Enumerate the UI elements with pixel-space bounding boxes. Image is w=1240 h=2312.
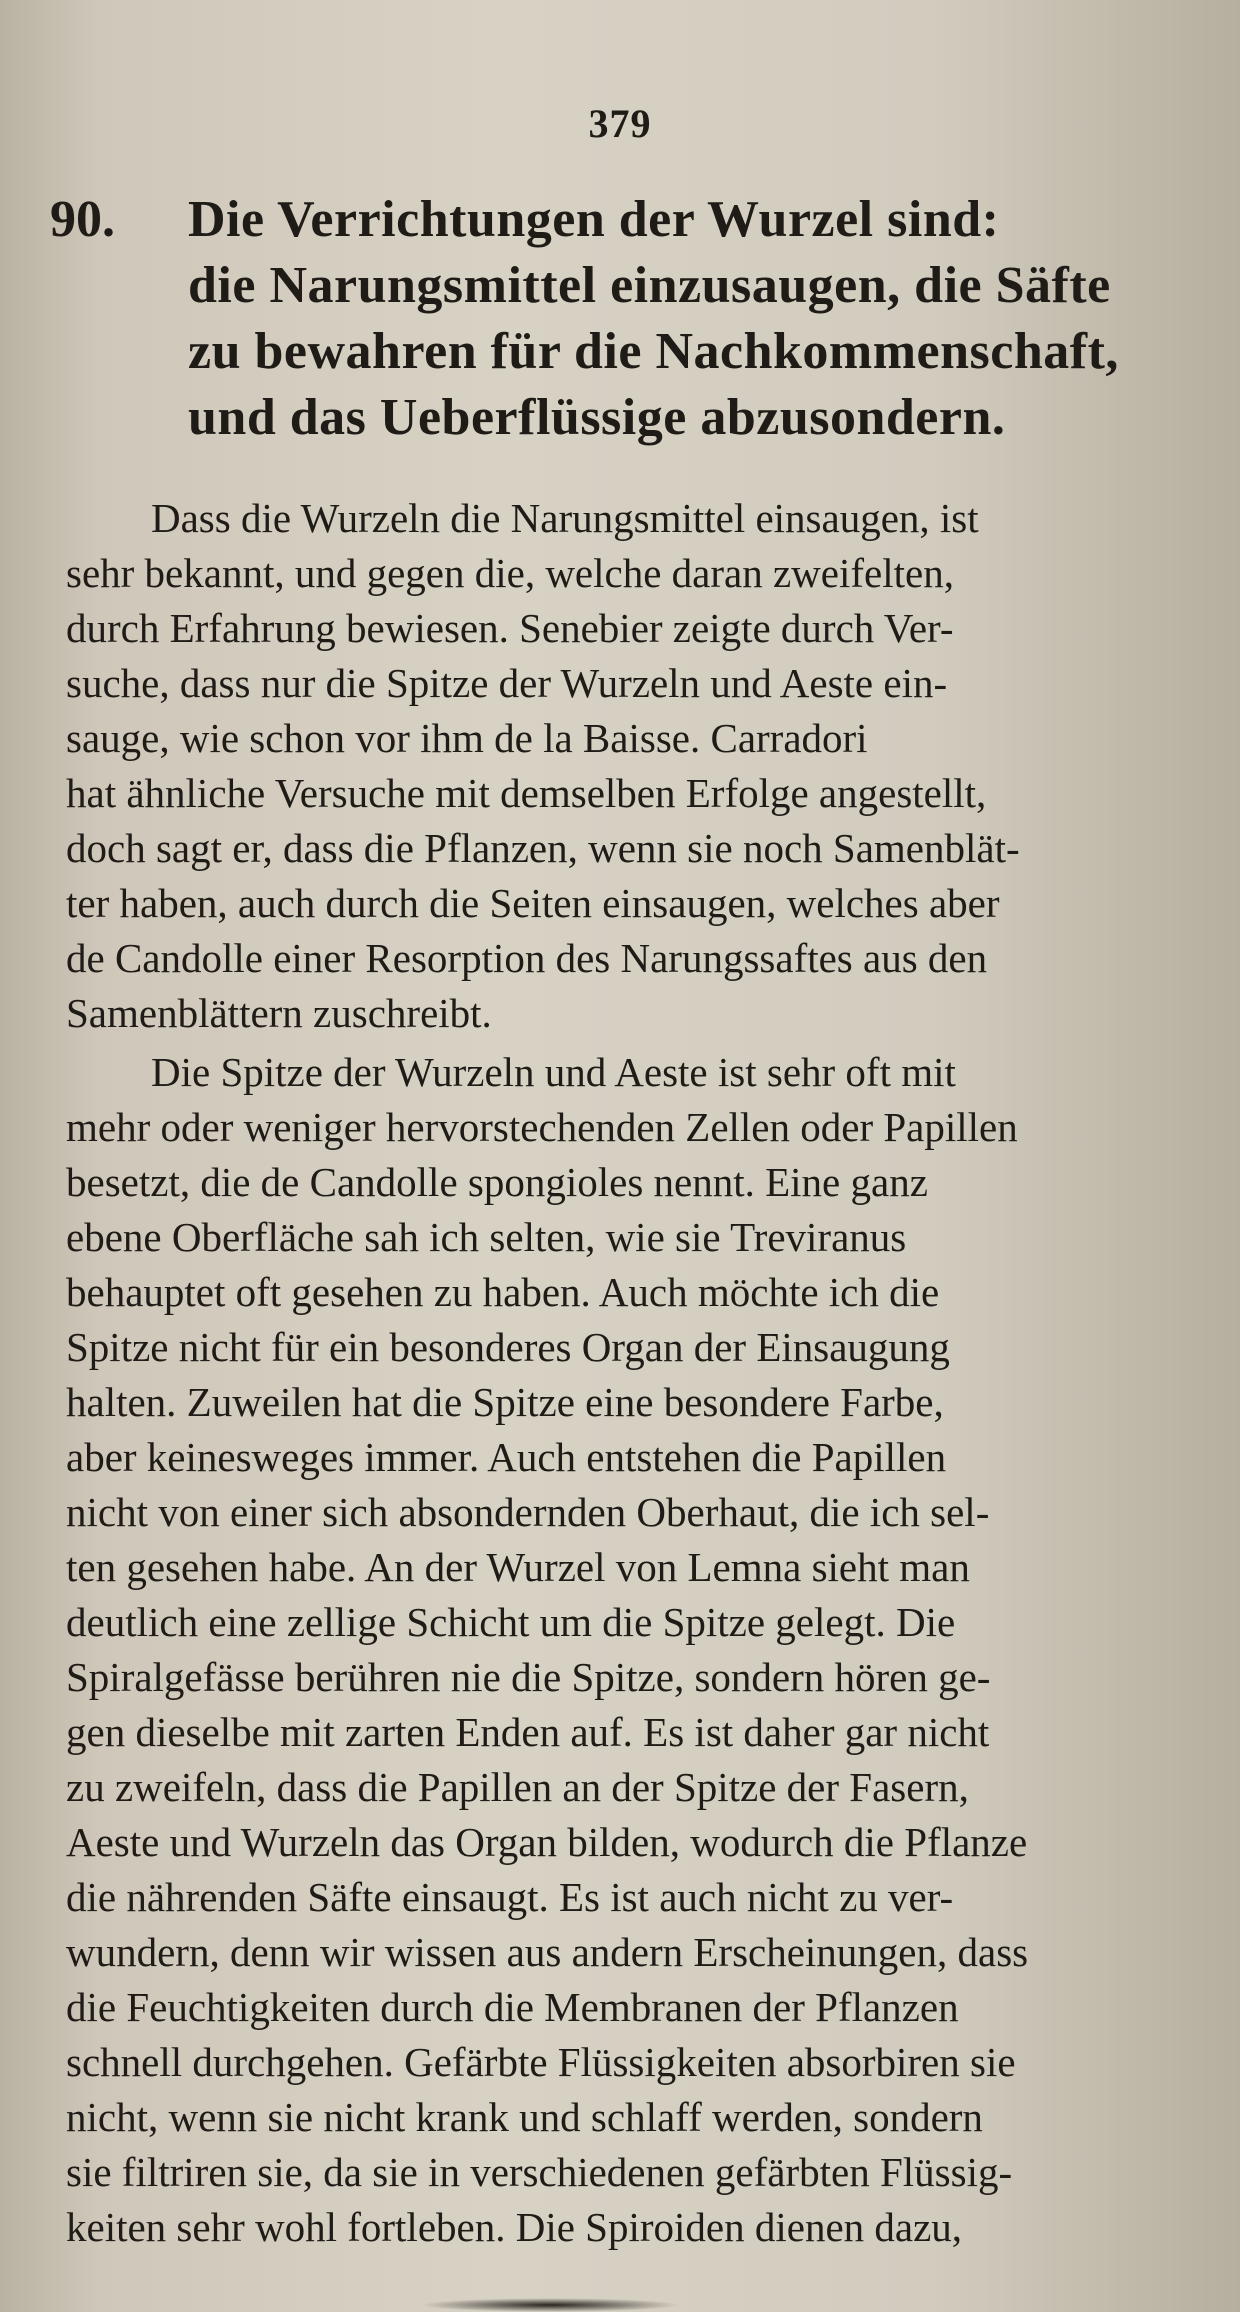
text-line: aber keinesweges immer. Auch entstehen die Papillen <box>66 1434 947 1480</box>
text-line: ten gesehen habe. An der Wurzel von Lemna sieht man <box>66 1544 970 1590</box>
page-edge-shadow <box>420 2298 680 2312</box>
text-line: suche, dass nur die Spitze der Wurzeln und Aeste ein- <box>66 660 948 706</box>
text-line: doch sagt er, dass die Pflanzen, wenn sie noch Samenblät- <box>66 825 1020 871</box>
text-line: Dass die Wurzeln die Narungsmittel einsaugen, ist <box>151 495 979 541</box>
text-line: die Feuchtigkeiten durch die Membranen der Pflanzen <box>66 1984 959 2030</box>
text-line: de Candolle einer Resorption des Narungssaftes aus den <box>66 935 988 981</box>
text-line: ter haben, auch durch die Seiten einsaugen, welches aber <box>66 880 1000 926</box>
text-line: wundern, denn wir wissen aus andern Erscheinungen, dass <box>66 1929 1029 1975</box>
text-line: behauptet oft gesehen zu haben. Auch möchte ich die <box>66 1269 940 1315</box>
text-line: nicht, wenn sie nicht krank und schlaff werden, sondern <box>66 2094 983 2140</box>
heading-line: Die Verrichtungen der Wurzel sind: <box>188 191 1000 248</box>
text-line: Samenblättern zuschreibt. <box>66 990 492 1036</box>
text-line: sehr bekannt, und gegen die, welche daran zweifelten, <box>66 550 954 596</box>
page-number: 379 <box>588 101 652 146</box>
heading-line: die Narungsmittel einzusaugen, die Säfte <box>188 257 1111 314</box>
text-line: deutlich eine zellige Schicht um die Spitze gelegt. Die <box>66 1599 956 1645</box>
text-line: gen dieselbe mit zarten Enden auf. Es ist daher gar nicht <box>66 1709 990 1755</box>
text-line: keiten sehr wohl fortleben. Die Spiroiden dienen dazu, <box>66 2204 963 2250</box>
text-line: ebene Oberfläche sah ich selten, wie sie Treviranus <box>66 1214 907 1260</box>
text-line: Spiralgefässe berühren nie die Spitze, sondern hören ge- <box>66 1654 991 1700</box>
heading-line: und das Ueberflüssige abzusondern. <box>188 389 1006 446</box>
text-line: zu zweifeln, dass die Papillen an der Spitze der Fasern, <box>66 1764 969 1810</box>
heading-line: zu bewahren für die Nachkommenschaft, <box>188 323 1119 380</box>
text-line: Spitze nicht für ein besonderes Organ der Einsaugung <box>66 1324 950 1370</box>
text-line: sauge, wie schon vor ihm de la Baisse. Carradori <box>66 715 868 761</box>
text-line: hat ähnliche Versuche mit demselben Erfolge angestellt, <box>66 770 987 816</box>
text-line: besetzt, die de Candolle spongioles nennt. Eine ganz <box>66 1159 928 1205</box>
text-line: mehr oder weniger hervorstechenden Zellen oder Papillen <box>66 1104 1018 1150</box>
text-line: die nährenden Säfte einsaugt. Es ist auch nicht zu ver- <box>66 1874 954 1920</box>
text-line: Die Spitze der Wurzeln und Aeste ist sehr oft mit <box>151 1049 956 1095</box>
text-line: Aeste und Wurzeln das Organ bilden, wodurch die Pflanze <box>66 1819 1028 1865</box>
text-line: schnell durchgehen. Gefärbte Flüssigkeiten absorbiren sie <box>66 2039 1016 2085</box>
section-number: 90. <box>50 191 115 248</box>
text-line: nicht von einer sich absondernden Oberhaut, die ich sel- <box>66 1489 990 1535</box>
text-line: halten. Zuweilen hat die Spitze eine besondere Farbe, <box>66 1379 944 1425</box>
text-line: durch Erfahrung bewiesen. Senebier zeigte durch Ver- <box>66 605 954 651</box>
text-line: sie filtriren sie, da sie in verschiedenen gefärbten Flüssig- <box>66 2149 1013 2195</box>
